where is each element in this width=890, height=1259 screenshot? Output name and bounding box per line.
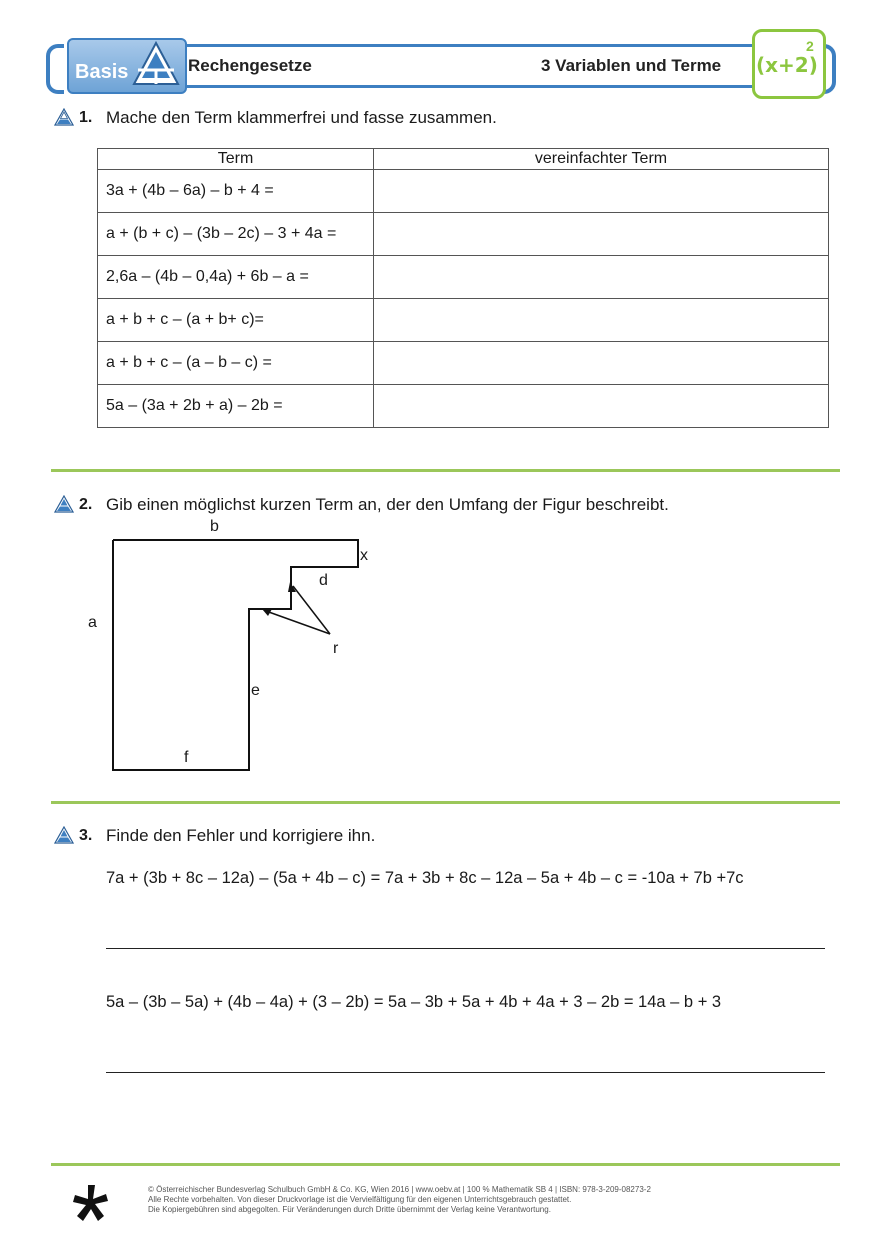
page-title: Rechengesetze (188, 56, 312, 75)
section-separator (51, 1163, 840, 1166)
column-header-simplified: vereinfachter Term (374, 149, 829, 170)
basis-label: Basis (75, 61, 129, 83)
answer-cell[interactable] (374, 299, 829, 342)
task-2-number: 2. (79, 496, 93, 513)
label-a: a (88, 614, 97, 631)
equation-2: 5a – (3b – 5a) + (4b – 4a) + (3 – 2b) = 5a – 3b + 5a + 4b + 4a + 3 – 2b = 14a – b + 3 (106, 993, 722, 1011)
label-f: f (184, 749, 189, 766)
difficulty-triangle-icon (54, 495, 74, 513)
answer-line-2[interactable] (106, 1072, 825, 1073)
header-top-rule (183, 44, 753, 47)
footer-rights: Alle Rechte vorbehalten. Von dieser Druckvorlage ist die Vervielfältigung für den eigenen Unterrichtsgebrauch gestattet. (148, 1195, 572, 1204)
table-header-row (98, 149, 829, 170)
task-3-number: 3. (79, 827, 93, 844)
answer-cell[interactable] (374, 213, 829, 256)
task-1-number: 1. (79, 109, 93, 126)
section-separator (51, 801, 840, 804)
answer-cell[interactable] (374, 256, 829, 299)
label-r: r (333, 640, 339, 657)
term-cell: a + b + c – (a + b+ c)= (98, 299, 374, 342)
table-row (98, 170, 829, 213)
table-row (98, 342, 829, 385)
answer-cell[interactable] (374, 385, 829, 428)
table-row (98, 299, 829, 342)
formula-text: (x+2) (756, 53, 818, 77)
answer-cell[interactable] (374, 342, 829, 385)
footer-copyright: © Österreichischer Bundesverlag Schulbuch GmbH & Co. KG, Wien 2016 | www.oebv.at | 100 % Mathematik SB 4 | ISBN: 978-3-209-08273-2 (148, 1185, 651, 1194)
formula-exponent: 2 (806, 38, 814, 54)
table-row (98, 385, 829, 428)
task-2-instruction: Gib einen möglichst kurzen Term an, der den Umfang der Figur beschreibt. (106, 495, 669, 514)
chapter-title: 3 Variablen und Terme (541, 56, 722, 75)
section-separator (51, 469, 840, 472)
task-3-instruction: Finde den Fehler und korrigiere ihn. (106, 826, 376, 845)
label-x: x (360, 547, 368, 564)
label-b: b (210, 518, 219, 535)
footer-fees: Die Kopiergebühren sind abgegolten. Für Veränderungen durch Dritte übernimmt der Verlag keine Verantwortung. (148, 1205, 551, 1214)
label-e: e (251, 682, 260, 699)
task-1-instruction: Mache den Term klammerfrei und fasse zusammen. (106, 108, 497, 127)
table-row (98, 256, 829, 299)
equation-1: 7a + (3b + 8c – 12a) – (5a + 4b – c) = 7a + 3b + 8c – 12a – 5a + 4b – c = -10a + 7b +7c (106, 869, 744, 887)
header-bottom-rule (183, 85, 753, 88)
publisher-logo-icon (70, 1183, 112, 1225)
answer-cell[interactable] (374, 170, 829, 213)
difficulty-triangle-icon (54, 826, 74, 844)
term-cell: 3a + (4b – 6a) – b + 4 = (98, 170, 374, 213)
label-d: d (319, 572, 328, 589)
basis-triangle-icon (130, 40, 182, 88)
term-cell: 2,6a – (4b – 0,4a) + 6b – a = (98, 256, 374, 299)
term-table (97, 148, 829, 428)
term-cell: a + (b + c) – (3b – 2c) – 3 + 4a = (98, 213, 374, 256)
term-cell: 5a – (3a + 2b + a) – 2b = (98, 385, 374, 428)
difficulty-triangle-icon (54, 108, 74, 126)
term-cell: a + b + c – (a – b – c) = (98, 342, 374, 385)
column-header-term: Term (98, 149, 374, 170)
answer-line-1[interactable] (106, 948, 825, 949)
header-left-bracket (46, 44, 64, 94)
table-row (98, 213, 829, 256)
